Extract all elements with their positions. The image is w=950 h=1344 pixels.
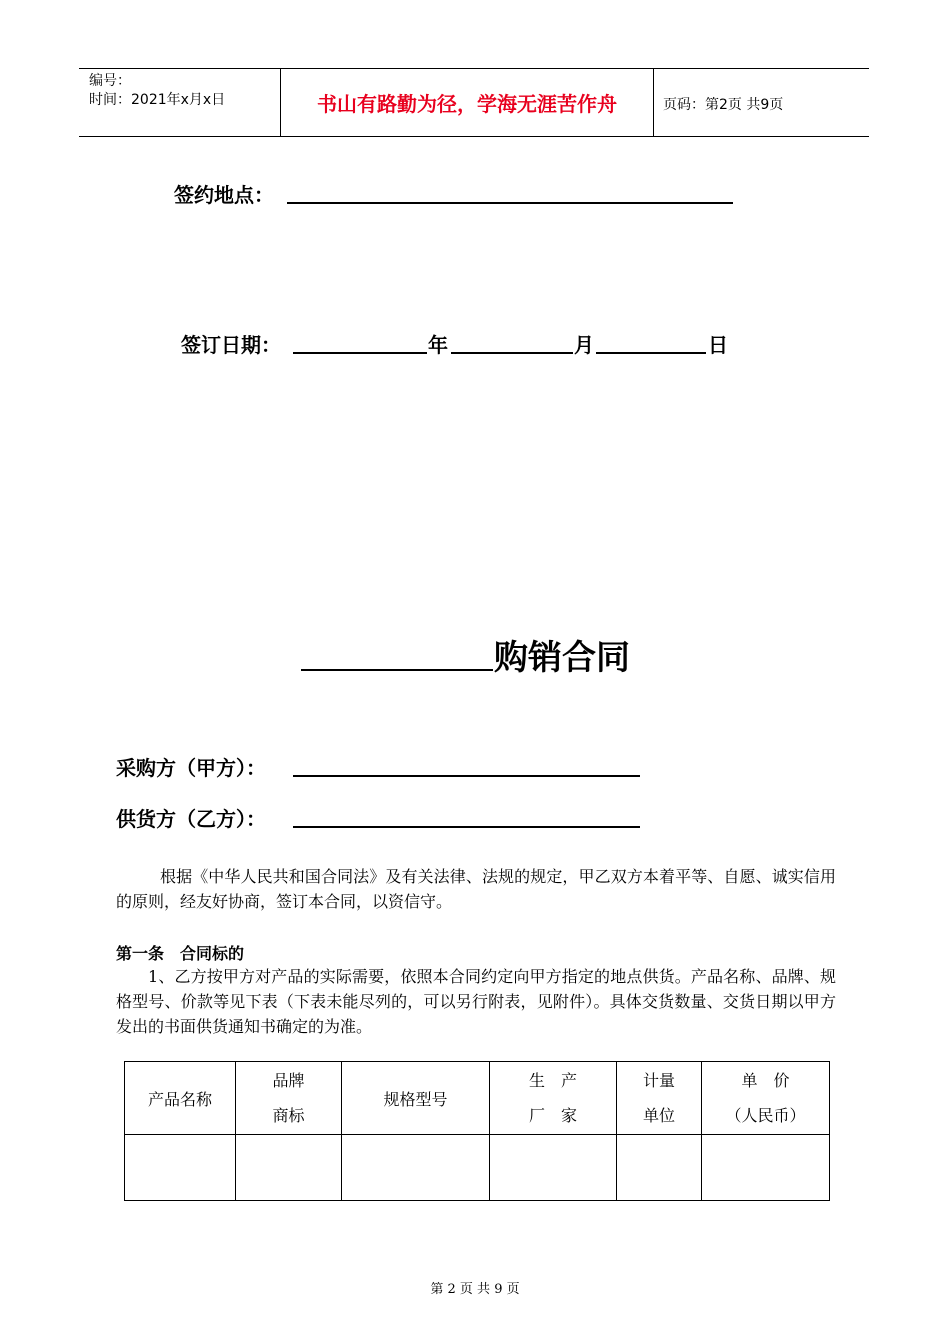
table-header-cell: 生 产 厂 家: [490, 1062, 617, 1135]
year-label: 年: [428, 333, 448, 357]
time-label: 时间：2021年x月x日: [89, 92, 226, 108]
table-cell[interactable]: [125, 1135, 236, 1201]
table-cell[interactable]: [342, 1135, 490, 1201]
table-cell[interactable]: [490, 1135, 617, 1201]
page-footer: 第 2 页 共 9 页: [430, 1282, 520, 1297]
table-header-cell: 单 价 （人民币）: [702, 1062, 830, 1135]
article-1-paragraph: 1、乙方按甲方对产品的实际需要，依照本合同约定向甲方指定的地点供货。产品名称、品牌、规格型号、价款等见下表（下表未能尽列的，可以另行附表，见附件）。具体交货数量、交货日期以甲方发出的书面供货通知书确定的为准。: [116, 967, 836, 1036]
article-1-title: 第一条 合同标的: [116, 944, 245, 963]
intro-paragraph: 根据《中华人民共和国合同法》及有关法律、法规的规定，甲乙双方本着平等、自愿、诚实信用的原则，经友好协商，签订本合同，以资信守。: [116, 867, 836, 911]
signing-place-blank[interactable]: [287, 202, 733, 204]
table-header-cell: 规格型号: [342, 1062, 490, 1135]
header-divider: [653, 69, 654, 136]
table-cell[interactable]: [702, 1135, 830, 1201]
header-motto: 书山有路勤为径，学海无涯苦作舟: [317, 92, 617, 116]
serial-label: 编号：: [89, 73, 131, 89]
table-header-cell: 品牌 商标: [236, 1062, 342, 1135]
table-header-cell: 产品名称: [125, 1062, 236, 1135]
header-meta: [89, 72, 225, 110]
goods-table: [124, 1061, 830, 1201]
buyer-blank[interactable]: [293, 775, 640, 777]
table-cell[interactable]: [236, 1135, 342, 1201]
signing-date-label: 签订日期：: [181, 333, 281, 357]
contract-title: 购销合同: [494, 638, 630, 678]
table-header-row: [125, 1062, 830, 1135]
buyer-label: 采购方（甲方）：: [116, 756, 266, 780]
table-row: [125, 1135, 830, 1201]
day-label: 日: [708, 333, 728, 357]
signing-place-label: 签约地点：: [174, 183, 274, 207]
table-header-cell: 计量 单位: [617, 1062, 702, 1135]
header-page-info: 页码：第2页 共9页: [663, 97, 784, 113]
signing-year-blank[interactable]: [293, 352, 427, 354]
month-label: 月: [574, 333, 594, 357]
contract-title-blank[interactable]: [301, 669, 493, 671]
supplier-label: 供货方（乙方）：: [116, 807, 266, 831]
signing-month-blank[interactable]: [451, 352, 573, 354]
table-cell[interactable]: [617, 1135, 702, 1201]
page-header: [79, 68, 869, 137]
supplier-blank[interactable]: [293, 826, 640, 828]
signing-day-blank[interactable]: [596, 352, 706, 354]
